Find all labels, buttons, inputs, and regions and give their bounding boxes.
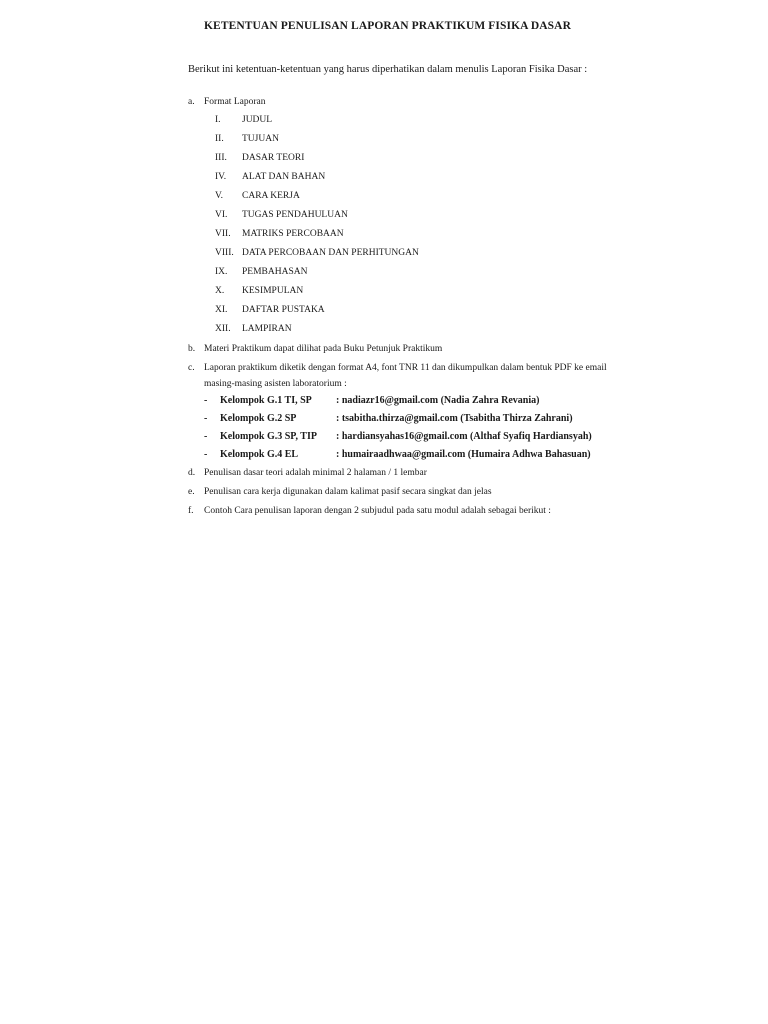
group-name: Kelompok G.3 SP, TIP <box>220 431 317 442</box>
group-name: Kelompok G.4 EL <box>220 449 299 460</box>
dash-bullet: - <box>204 395 208 406</box>
section-label: ALAT DAN BAHAN <box>242 172 326 182</box>
item-c-text-line2: masing-masing asisten laboratorium : <box>204 379 347 389</box>
dash-bullet: - <box>204 449 208 460</box>
section-number: VIII. <box>215 248 234 258</box>
section-number: XI. <box>215 305 228 315</box>
item-f-text: Contoh Cara penulisan laporan dengan 2 subjudul pada satu modul adalah sebagai berikut : <box>204 506 551 516</box>
section-label: LAMPIRAN <box>242 324 292 334</box>
item-a-text: Format Laporan <box>204 97 266 107</box>
section-label: CARA KERJA <box>242 191 300 201</box>
section-label: TUGAS PENDAHULUAN <box>242 210 348 220</box>
list-marker-d: d. <box>188 468 196 478</box>
section-number: XII. <box>215 324 231 334</box>
contact-email: : hardiansyahas16@gmail.com (Althaf Syafiq Hardiansyah) <box>336 431 592 442</box>
contact-email: : humairaadhwaa@gmail.com (Humaira Adhwa Bahasuan) <box>336 449 591 460</box>
contact-email: : nadiazr16@gmail.com (Nadia Zahra Revania) <box>336 395 540 406</box>
section-label: JUDUL <box>242 115 273 125</box>
intro-paragraph: Berikut ini ketentuan-ketentuan yang harus diperhatikan dalam menulis Laporan Fisika Dasar : <box>188 64 588 75</box>
section-label: TUJUAN <box>242 134 279 144</box>
section-label: DATA PERCOBAAN DAN PERHITUNGAN <box>242 248 419 258</box>
item-c-text-line1: Laporan praktikum diketik dengan format A4, font TNR 11 dan dikumpulkan dalam bentuk PDF ke email <box>204 363 607 373</box>
section-label: DAFTAR PUSTAKA <box>242 305 325 315</box>
dash-bullet: - <box>204 413 208 424</box>
section-number: II. <box>215 134 224 144</box>
section-number: VII. <box>215 229 231 239</box>
group-name: Kelompok G.2 SP <box>220 413 297 424</box>
list-marker-e: e. <box>188 487 195 497</box>
list-marker-a: a. <box>188 97 195 107</box>
dash-bullet: - <box>204 431 208 442</box>
item-b-text: Materi Praktikum dapat dilihat pada Buku Petunjuk Praktikum <box>204 344 443 354</box>
item-e-text: Penulisan cara kerja digunakan dalam kalimat pasif secara singkat dan jelas <box>204 487 492 497</box>
contact-email: : tsabitha.thirza@gmail.com (Tsabitha Thirza Zahrani) <box>336 413 573 424</box>
list-marker-f: f. <box>188 506 194 516</box>
document-title: KETENTUAN PENULISAN LAPORAN PRAKTIKUM FISIKA DASAR <box>204 20 571 32</box>
section-number: V. <box>215 191 224 201</box>
group-name: Kelompok G.1 TI, SP <box>220 395 312 406</box>
section-number: X. <box>215 286 225 296</box>
section-number: VI. <box>215 210 228 220</box>
section-label: KESIMPULAN <box>242 286 304 296</box>
item-d-text: Penulisan dasar teori adalah minimal 2 halaman / 1 lembar <box>204 468 427 478</box>
list-marker-b: b. <box>188 344 196 354</box>
section-number: IX. <box>215 267 228 277</box>
section-number: I. <box>215 115 221 125</box>
list-marker-c: c. <box>188 363 195 373</box>
section-number: III. <box>215 153 227 163</box>
section-label: PEMBAHASAN <box>242 267 308 277</box>
section-number: IV. <box>215 172 227 182</box>
section-label: DASAR TEORI <box>242 153 305 163</box>
section-label: MATRIKS PERCOBAAN <box>242 229 344 239</box>
